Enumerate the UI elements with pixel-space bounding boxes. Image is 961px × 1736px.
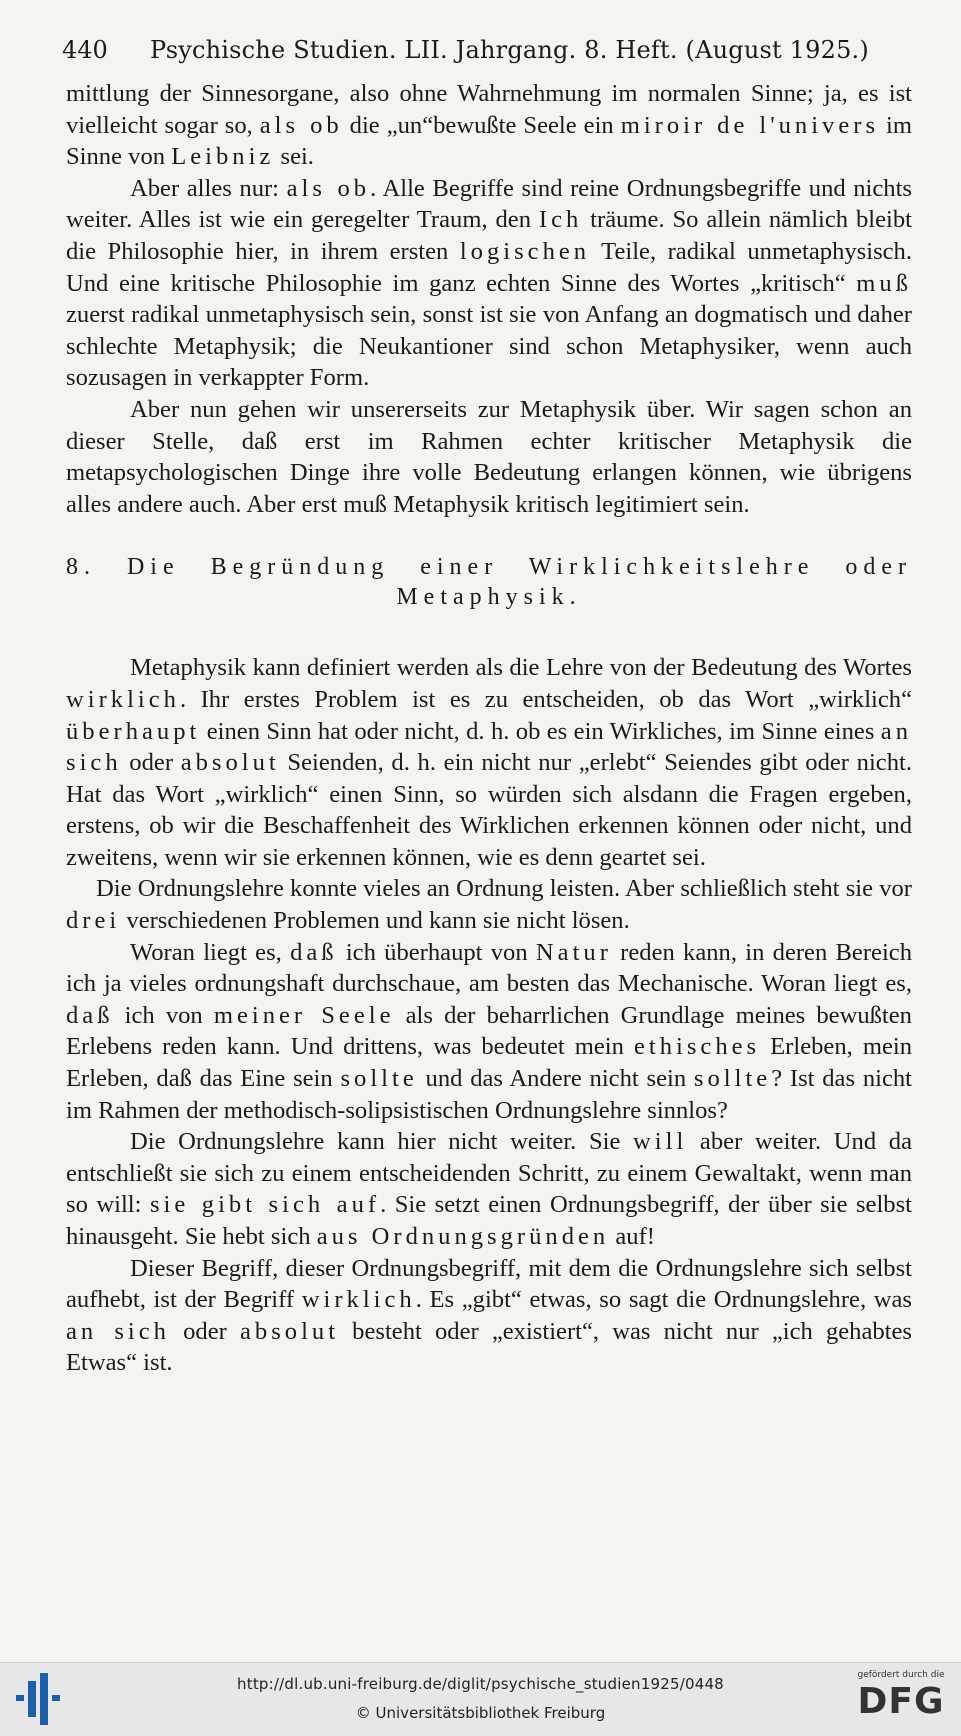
text-run: die „un“bewußte Seele ein xyxy=(342,111,621,139)
text-run: reden kann, in deren Bereich ich ja vieles ordnungshaft durchschaue, am besten das Mechanische. Woran liegt es, xyxy=(66,938,912,998)
spaced-emphasis: Natur xyxy=(535,938,612,966)
paragraph xyxy=(66,394,912,520)
text-run: ich von xyxy=(113,1001,214,1029)
spaced-emphasis: will xyxy=(633,1128,688,1156)
dfg-wordmark: DFG xyxy=(857,1681,945,1722)
paragraph xyxy=(66,1126,912,1252)
spaced-emphasis: absolut xyxy=(239,1317,340,1345)
spaced-emphasis: absolut xyxy=(180,749,280,777)
spaced-emphasis: ethisches xyxy=(633,1033,761,1061)
text-run: Metaphysik kann definiert werden als die Lehre von der Bedeutung des Wortes xyxy=(130,654,912,682)
spaced-emphasis: sie gibt sich auf xyxy=(149,1191,381,1219)
section-heading xyxy=(66,552,912,612)
text-run: zuerst radikal unmetaphysisch sein, sonst ist sie von Anfang an dogmatisch und daher schlechte Metaphysik; die Neukantioner sind schon Metaphysiker, wenn auch sozusagen in verkappter Form. xyxy=(66,301,912,392)
text-run: . Sie setzt einen Ordnungsbegriff, der über sie selbst hinausgeht. Sie hebt sich xyxy=(66,1191,913,1250)
heading-line-2: Metaphysik. xyxy=(396,584,582,611)
heading-line-1: 8. Die Begründung einer Wirklichkeitslehre oder xyxy=(66,554,912,581)
text-run: ich überhaupt von xyxy=(337,938,536,966)
text-run: Die Ordnungslehre kann hier nicht weiter. Sie xyxy=(130,1128,634,1156)
text-run: Seienden, d. h. ein nicht nur „erlebt“ Seiendes gibt oder nicht. Hat das Wort „wirklich“ einen Sinn, so würden sich alsdann die Fragen ergeben, erstens, ob wir die Beschaffenheit des Wirklichen erkennen können oder nicht, und zweitens, wenn wir sie erkennen können, wie es denn geartet sei. xyxy=(66,749,912,871)
dfg-logo xyxy=(851,1669,951,1729)
copyright-text: © Universitätsbibliothek Freiburg xyxy=(355,1704,606,1722)
text-run: . Es „gibt“ etwas, so sagt die Ordnungslehre, was xyxy=(415,1286,913,1314)
paragraph xyxy=(66,937,912,1127)
text-run: sei. xyxy=(274,143,314,171)
viewer-footer xyxy=(0,1662,961,1736)
section-after-heading xyxy=(66,652,912,1379)
text-run: und das Andere nicht sein xyxy=(417,1065,694,1093)
body-text xyxy=(66,78,912,1379)
spaced-emphasis: wirklich xyxy=(66,685,180,713)
paragraph xyxy=(66,652,912,873)
text-run: einen Sinn hat oder nicht, d. h. ob es ein Wirkliches, im Sinne eines xyxy=(200,717,881,745)
page-number: 440 xyxy=(62,36,108,64)
text-run: Dieser Begriff, dieser Ordnungsbegriff, mit dem die Ordnungslehre sich selbst aufhebt, ist der Begriff xyxy=(66,1254,912,1314)
dfg-caption: gefördert durch die xyxy=(857,1670,945,1680)
text-run: . Alle Begriffe sind reine Ordnungsbegriffe und nichts weiter. Alles ist wie ein geregelter Traum, den xyxy=(66,174,913,234)
text-run: Aber nun gehen wir unsererseits zur Metaphysik über. Wir sagen schon an dieser Stelle, daß erst im Rahmen echter kritischer Metaphysik die metapsychologischen Dinge ihre volle Bedeutung erlangen können, wie übrigens alles andere auch. Aber erst muß Metaphysik kritisch legitimiert sein. xyxy=(66,395,912,518)
spaced-emphasis: daß xyxy=(290,938,338,966)
text-run: oder xyxy=(169,1317,240,1345)
spaced-emphasis: sollte xyxy=(340,1065,418,1093)
text-run: mittlung der Sinnesorgane, also ohne Wahrnehmung im normalen Sinne; ja, es ist vielleicht sogar so, xyxy=(66,80,912,139)
text-run: Aber alles nur: xyxy=(130,174,287,202)
spaced-emphasis: Ich xyxy=(538,206,583,234)
text-run: oder xyxy=(121,749,181,777)
spaced-emphasis: als ob xyxy=(286,174,371,202)
spaced-emphasis: als ob xyxy=(259,111,343,139)
running-title: Psychische Studien. LII. Jahrgang. 8. Heft. (August 1925.) xyxy=(150,36,869,64)
paragraph xyxy=(66,873,912,936)
spaced-emphasis: drei xyxy=(66,907,121,935)
paragraph xyxy=(66,78,912,173)
text-run: aber weiter. Und da entschließt sie sich zu einem entscheidenden Schritt, zu einem Gewaltakt, wenn man so will: xyxy=(66,1128,912,1219)
paragraph xyxy=(66,173,912,394)
spaced-emphasis: überhaupt xyxy=(66,717,201,745)
spaced-emphasis: Leibniz xyxy=(171,143,275,171)
section-before-heading xyxy=(66,78,912,520)
text-run: auf! xyxy=(609,1223,655,1250)
spaced-emphasis: muß xyxy=(856,269,912,297)
spaced-emphasis: aus Ordnungsgründen xyxy=(316,1223,610,1250)
text-run: . Ihr erstes Problem ist es zu entscheiden, ob das Wort „wirklich“ xyxy=(179,685,912,713)
page-header xyxy=(62,30,912,70)
spaced-emphasis: an sich xyxy=(66,717,912,777)
text-run: Woran liegt es, xyxy=(130,938,291,966)
paragraph xyxy=(66,1253,912,1379)
text-run: ? Ist das nicht im Rahmen der methodisch-solipsistischen Ordnungslehre sinnlos? xyxy=(66,1065,912,1124)
document-url-link[interactable]: http://dl.ub.uni-freiburg.de/diglit/psychische_studien1925/0448 xyxy=(237,1675,724,1693)
spaced-emphasis: daß xyxy=(66,1001,114,1029)
text-run: Die Ordnungslehre konnte vieles an Ordnung leisten. Aber schließlich steht sie vor xyxy=(96,875,912,903)
spaced-emphasis: an sich xyxy=(66,1317,170,1345)
text-run: Teile, radikal unmetaphysisch. Und eine kritische Philosophie im ganz echten Sinne des Wortes „kritisch“ xyxy=(66,237,912,297)
spaced-emphasis: logischen xyxy=(459,237,591,265)
text-run: Erleben, mein Erleben, daß das Eine sein xyxy=(66,1033,912,1093)
spaced-emphasis: wirklich xyxy=(301,1286,416,1314)
text-run: als der beharrlichen Grundlage meines bewußten Erlebens reden kann. Und drittens, was bedeutet mein xyxy=(66,1001,912,1061)
spaced-emphasis: meiner Seele xyxy=(213,1001,395,1029)
spaced-emphasis: sollte xyxy=(693,1065,772,1093)
text-run: besteht oder „existiert“, was nicht nur „ich gehabtes Etwas“ ist. xyxy=(66,1317,912,1377)
spaced-emphasis: miroir de l'univers xyxy=(620,111,880,139)
text-run: träume. So allein nämlich bleibt die Philosophie hier, in ihrem ersten xyxy=(66,206,912,265)
text-run: im Sinne von xyxy=(66,111,912,171)
text-run: verschiedenen Problemen und kann sie nicht lösen. xyxy=(120,907,630,935)
